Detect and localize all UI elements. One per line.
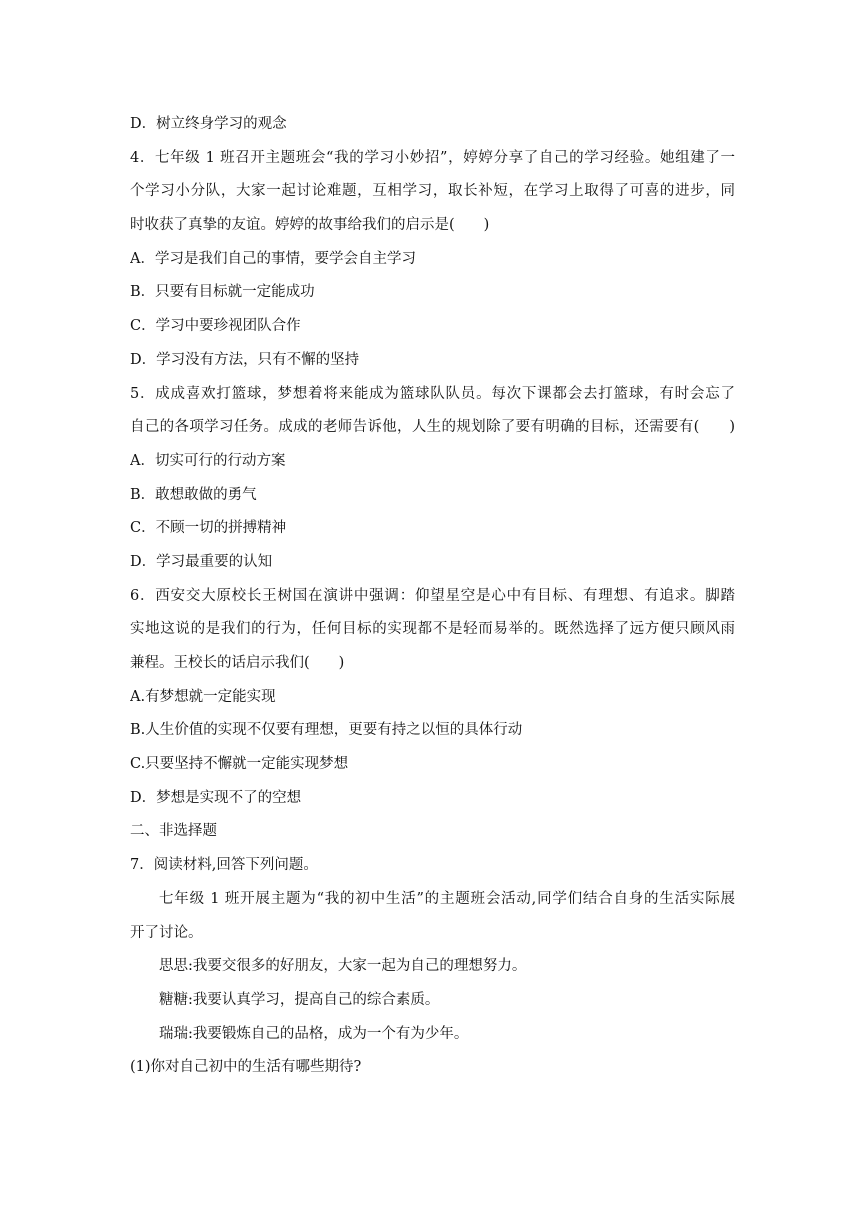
question-6-line-1: 6．西安交大原校长王树国在演讲中强调：仰望星空是心中有目标、有理想、有追求。脚踏 bbox=[130, 587, 735, 604]
question-4-line-1: 4．七年级 1 班召开主题班会“我的学习小妙招”，婷婷分享了自己的学习经验。她组建了一 bbox=[130, 149, 735, 166]
material-quote-line: 糖糖:我要认真学习，提高自己的综合素质。 bbox=[159, 991, 440, 1008]
question-6-line-2: 实地这说的是我们的行为，任何目标的实现都不是轻而易举的。既然选择了远方便只顾风雨 bbox=[130, 621, 735, 638]
sub-question-line: (1)你对自己初中的生活有哪些期待? bbox=[130, 1059, 362, 1076]
option-line: A．切实可行的行动方案 bbox=[130, 452, 286, 469]
option-line: B.人生价值的实现不仅要有理想，更要有持之以恒的具体行动 bbox=[130, 722, 523, 739]
option-line: A.有梦想就一定能实现 bbox=[130, 688, 276, 705]
material-quote-line: 瑞瑞:我要锻炼自己的品格，成为一个有为少年。 bbox=[159, 1025, 469, 1042]
option-line: C．不顾一切的拼搏精神 bbox=[130, 520, 287, 537]
question-4-line-3: 时收获了真挚的友谊。婷婷的故事给我们的启示是( ) bbox=[130, 217, 490, 234]
option-line: C.只要坚持不懈就一定能实现梦想 bbox=[130, 756, 349, 773]
question-6-line-3: 兼程。王校长的话启示我们( ) bbox=[130, 655, 345, 671]
option-line: A．学习是我们自己的事情，要学会自主学习 bbox=[130, 250, 416, 267]
option-line: D．学习没有方法，只有不懈的坚持 bbox=[130, 351, 360, 368]
question-7-line: 7．阅读材料,回答下列问题。 bbox=[130, 857, 318, 874]
option-line: D．树立终身学习的观念 bbox=[130, 116, 287, 132]
option-line: B．敢想敢做的勇气 bbox=[130, 486, 257, 503]
question-5-line-1: 5．成成喜欢打篮球，梦想着将来能成为篮球队队员。每次下课都会去打篮球，有时会忘了 bbox=[130, 385, 735, 402]
option-line: B．只要有目标就一定能成功 bbox=[130, 284, 315, 301]
option-line: D．学习最重要的认知 bbox=[130, 553, 273, 570]
question-5-line-2: 自己的各项学习任务。成成的老师告诉他，人生的规划除了要有明确的目标，还需要有( ) bbox=[130, 419, 735, 436]
question-4-line-2: 个学习小分队，大家一起讨论难题，互相学习，取长补短，在学习上取得了可喜的进步，同 bbox=[130, 183, 735, 200]
material-paragraph-line-1: 七年级 1 班开展主题为“我的初中生活”的主题班会活动,同学们结合自身的生活实际展 bbox=[159, 890, 735, 907]
document-body bbox=[130, 108, 735, 1085]
material-paragraph-line-2: 开了讨论。 bbox=[130, 924, 203, 941]
material-quote-line: 思思:我要交很多的好朋友，大家一起为自己的理想努力。 bbox=[159, 958, 527, 975]
section-heading: 二、非选择题 bbox=[130, 823, 217, 840]
option-line: C．学习中要珍视团队合作 bbox=[130, 318, 301, 335]
option-line: D．梦想是实现不了的空想 bbox=[130, 789, 302, 806]
